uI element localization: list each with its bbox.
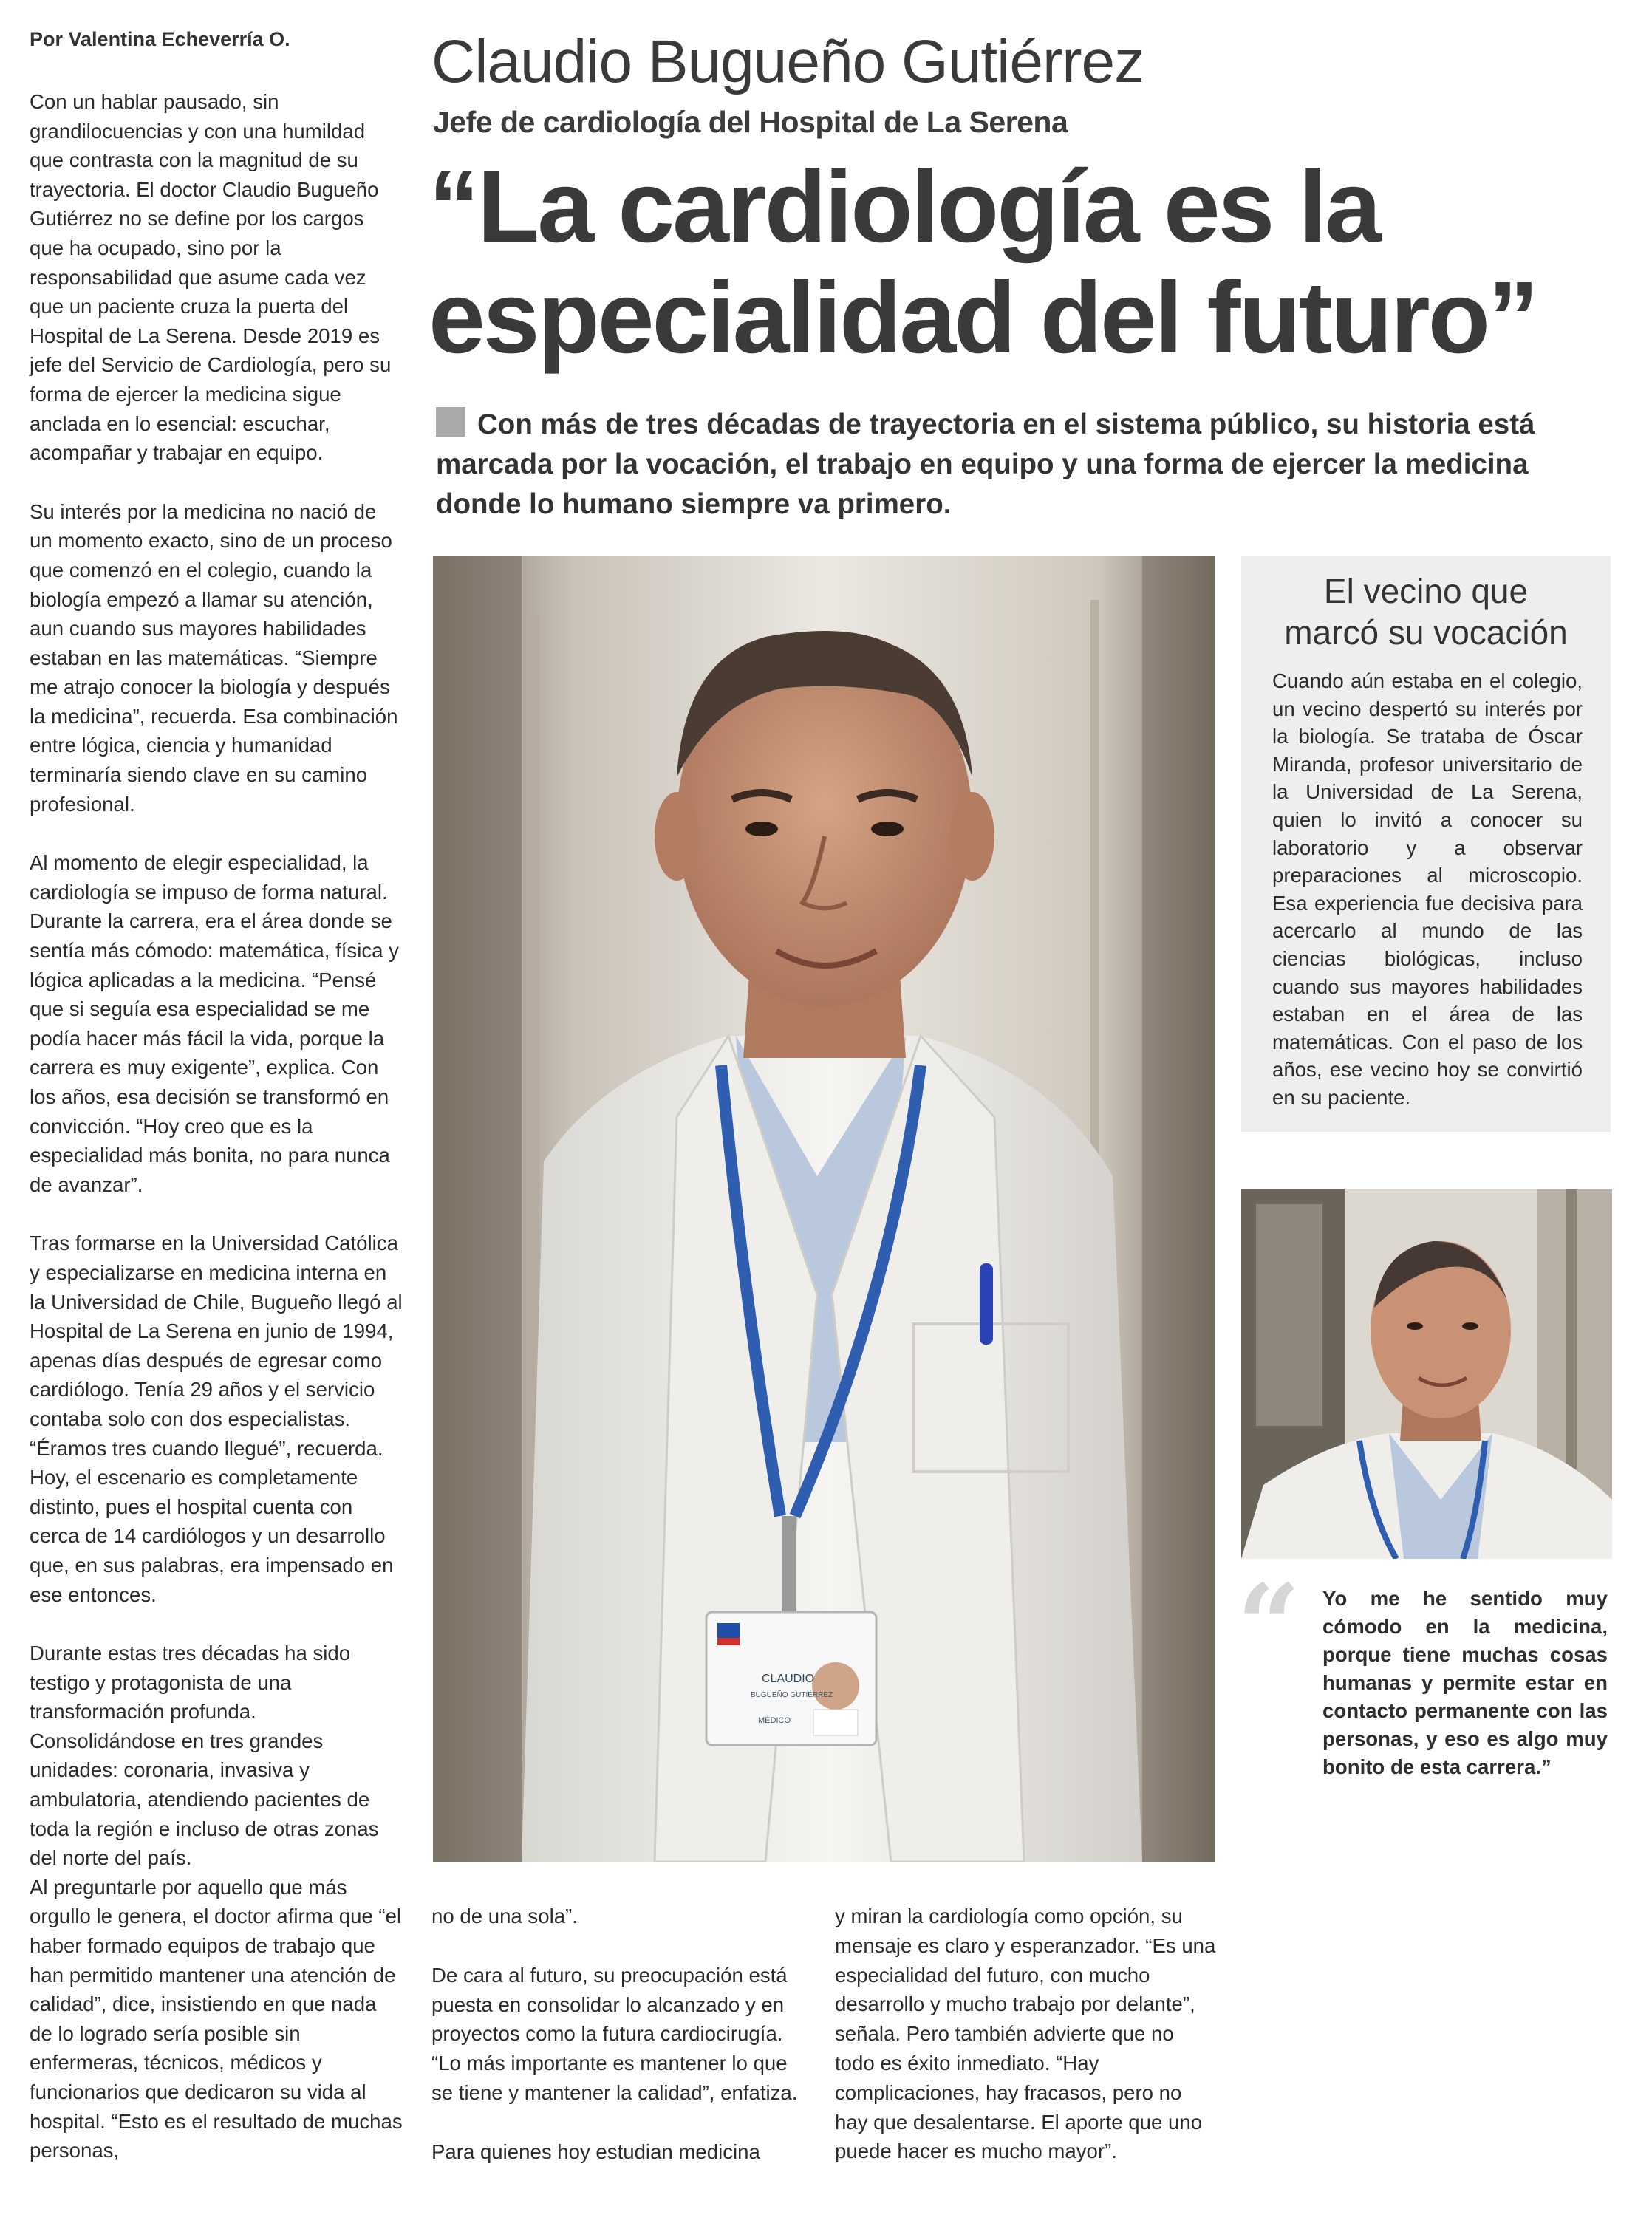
sidebar-title-line-2: marcó su vocación <box>1284 613 1568 652</box>
deck-text: Con más de tres décadas de trayectoria en el sistema público, su historia está marcada por la vocación, el trabajo en equipo y una forma de ejercer la medicina donde lo humano siempre va primero. <box>436 409 1535 520</box>
deck <box>436 405 1611 525</box>
main-photo <box>433 556 1215 1862</box>
byline: Por Valentina Echeverría O. <box>30 28 290 50</box>
badge-surname: BUGUEÑO GUTIÉRREZ <box>751 1691 833 1699</box>
sidebar-body: Cuando aún estaba en el colegio, un vecino despertó su interés por la biología. Se trataba de Óscar Miranda, profesor universitario de la Universidad de La Serena, quien lo invitó a conocer su laboratorio y a observar preparaciones al microscopio. Esa experiencia fue decisiva para acercarlo al mundo de las ciencias biológicas, incluso cuando sus mayores habilidades estaban en el área de las matemáticas. Con el paso de los años, ese vecino hoy se convirtió en su paciente. <box>1272 669 1583 1109</box>
paragraph: Al preguntarle por aquello que más orgullo le genera, el doctor afirma que “el haber formado equipos de trabajo que han permitido mantener una atención de calidad”, dice, insistiendo en que nada de lo logrado sería posible sin enfermeras, técnicos, médicos y funcionarios que dedicaron su vida al hospital. “Esto es el resultado de muchas personas, <box>30 1875 403 2162</box>
paragraph: De cara al futuro, su preocupación está puesta en consolidar lo alcanzado y en proyectos como la futura cardiocirugía. “Lo más importante es mantener lo que se tiene y mantener la calidad”, enfatiza. <box>431 1963 798 2104</box>
paragraph: Su interés por la medicina no nació de un momento exacto, sino de un proceso que comenzó en el colegio, cuando la biología empezó a llamar su atención, aun cuando sus mayores habilidades estaban en las matemáticas. “Siempre me atrajo conocer la biología y después la medicina”, recuerda. Esa combinación entre lógica, ciencia y humanidad terminaría siendo clave en su camino profesional. <box>30 499 398 816</box>
headline-line-2: especialidad del futuro” <box>429 261 1537 375</box>
paragraph: Tras formarse en la Universidad Católica y especializarse en medicina interna en la Universidad de Chile, Bugueño llegó al Hospital de La Serena en junio de 1994, apenas días después de egresar como cardiólogo. Tenía 29 años y el servicio contaba solo con dos especialistas. “Éramos tres cuando llegué”, recuerda. Hoy, el escenario es completamente distinto, pues el hospital cuenta con cerca de 14 cardiólogos y un desarrollo que, en sus palabras, era impensado en ese entonces. <box>30 1232 403 1606</box>
id-badge <box>706 1612 876 1745</box>
secondary-photo <box>1241 1189 1612 1559</box>
paragraph: Al momento de elegir especialidad, la cardiología se impuso de forma natural. Durante la carrera, era el área donde se sentía más cómodo: matemática, física y lógica aplicadas a la medicina. “Pensé que si seguía esa especialidad se me podía hacer más fácil la vida, porque la carrera es muy exigente”, explica. Con los años, esa decisión se transformó en convicción. “Hoy creo que es la especialidad más bonita, no para nunca de avanzar”. <box>30 851 399 1196</box>
pull-quote: Yo me he sentido muy cómodo en la medicina, porque tiene muchas cosas humanas y permite estar en contacto permanente con las personas, y eso es algo muy bonito de esta carrera.” <box>1322 1587 1608 1778</box>
paragraph: Durante estas tres décadas ha sido testigo y protagonista de una transformación profunda. Consolidándose en tres grandes unidades: coronaria, invasiva y ambulatoria, atendiendo pacientes de toda la región e incluso de otras zonas del norte del país. <box>30 1642 379 1870</box>
quote-mark-icon: “ <box>1237 1560 1301 1690</box>
paragraph: no de una sola”. <box>431 1905 578 1927</box>
body-column-middle <box>431 1902 798 2196</box>
doctor-portrait <box>433 556 1215 1862</box>
badge-name: CLAUDIO <box>762 1673 815 1685</box>
sidebar-title-line-1: El vecino que <box>1323 572 1529 610</box>
deck-square-icon <box>436 407 465 437</box>
paragraph: y miran la cardiología como opción, su mensaje es claro y esperanzador. “Es una especialidad del futuro, con mucho desarrollo y mucho trabajo por delante”, señala. Pero también advierte que no todo es éxito inmediato. “Hay complicaciones, hay fracasos, pero no hay que desalentarse. El aporte que uno puede hacer es mucho mayor”. <box>835 1905 1216 2163</box>
headline <box>429 151 1611 373</box>
doctor-portrait-small <box>1241 1189 1612 1559</box>
badge-role: MÉDICO <box>758 1716 791 1725</box>
body-column-right <box>835 1902 1219 2196</box>
subject-name: Claudio Bugueño Gutiérrez <box>431 28 1144 95</box>
body-column-left <box>30 87 403 2195</box>
paragraph: Para quienes hoy estudian medicina <box>431 2140 760 2163</box>
sidebar-title <box>1241 570 1611 653</box>
paragraph: Con un hablar pausado, sin grandilocuencias y con una humildad que contrasta con la magnitud de su trayectoria. El doctor Claudio Bugueño Gutiérrez no se define por los cargos que ha ocupado, sino por la responsabilidad que asume cada vez que un paciente cruza la puerta del Hospital de La Serena. Desde 2019 es jefe del Servicio de Cardiología, pero su forma de ejercer la medicina sigue anclada en lo esencial: escuchar, acompañar y trabajar en equipo. <box>30 90 392 465</box>
headline-line-1: “La cardiología es la <box>429 150 1379 264</box>
subject-role: Jefe de cardiología del Hospital de La Serena <box>433 105 1068 139</box>
